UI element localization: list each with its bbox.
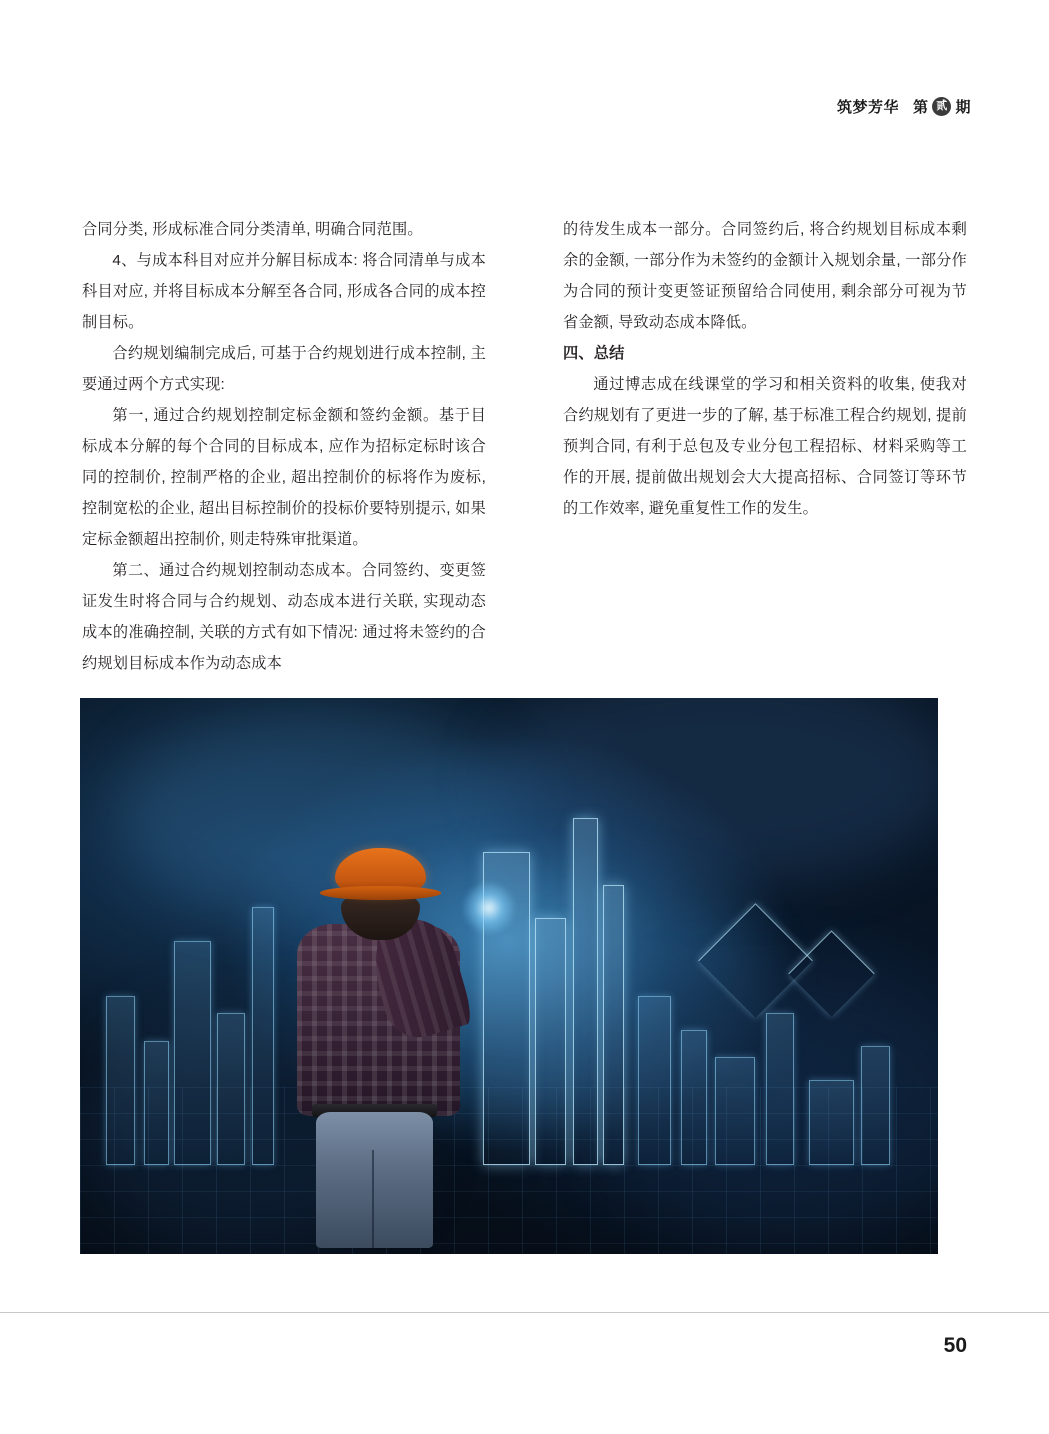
hard-hat-brim <box>320 886 441 900</box>
left-column <box>82 214 486 679</box>
issue-number-badge: 贰 <box>932 97 951 116</box>
blueprint-doodles <box>80 698 938 1254</box>
right-column <box>563 214 967 679</box>
footer-divider <box>0 1312 1049 1313</box>
paragraph: 合同分类, 形成标准合同分类清单, 明确合同范围。 <box>82 221 423 238</box>
issue-prefix-label: 第 <box>912 99 929 116</box>
article-figure <box>80 698 938 1254</box>
figure-image <box>80 698 938 1254</box>
page-number: 50 <box>943 1334 967 1357</box>
page-header <box>837 96 971 117</box>
publication-title: 筑梦芳华 <box>836 99 899 116</box>
issue-suffix-label: 期 <box>955 99 971 116</box>
paragraph: 4、与成本科目对应并分解目标成本: 将合同清单与成本科目对应, 并将目标成本分解至各合同, 形成各合同的成本控制目标。 <box>82 252 486 331</box>
paragraph: 第一, 通过合约规划控制定标金额和签约金额。基于目标成本分解的每个合同的目标成本, 应作为招标定标时该合同的控制价, 控制严格的企业, 超出控制价的标将作为废标, 控制宽松的企业, 超出目标控制价的投标价要特别提示, 如果定标金额超出控制价, 则走特殊审批渠道。 <box>82 407 486 548</box>
paragraph: 通过博志成在线课堂的学习和相关资料的收集, 使我对合约规划有了更进一步的了解, 基于标准工程合约规划, 提前预判合同, 有利于总包及专业分包工程招标、材料采购等工作的开展, 提前做出规划会大大提高招标、合同签订等环节的工作效率, 避免重复性工作的发生。 <box>563 376 967 517</box>
section-heading: 四、总结 <box>563 345 625 362</box>
jeans <box>316 1112 433 1248</box>
paragraph: 合约规划编制完成后, 可基于合约规划进行成本控制, 主要通过两个方式实现: <box>82 345 486 393</box>
paragraph: 第二、通过合约规划控制动态成本。合同签约、变更签证发生时将合同与合约规划、动态成本进行关联, 实现动态成本的准确控制, 关联的方式有如下情况: 通过将未签约的合约规划目标成本作为动态成本 <box>82 562 486 672</box>
engineer-silhouette <box>286 848 475 1248</box>
article-body <box>82 214 967 679</box>
paragraph: 的待发生成本一部分。合同签约后, 将合约规划目标成本剩余的金额, 一部分作为未签约的金额计入规划余量, 一部分作为合同的预计变更签证预留给合同使用, 剩余部分可视为节省金额, 导致动态成本降低。 <box>563 221 967 331</box>
